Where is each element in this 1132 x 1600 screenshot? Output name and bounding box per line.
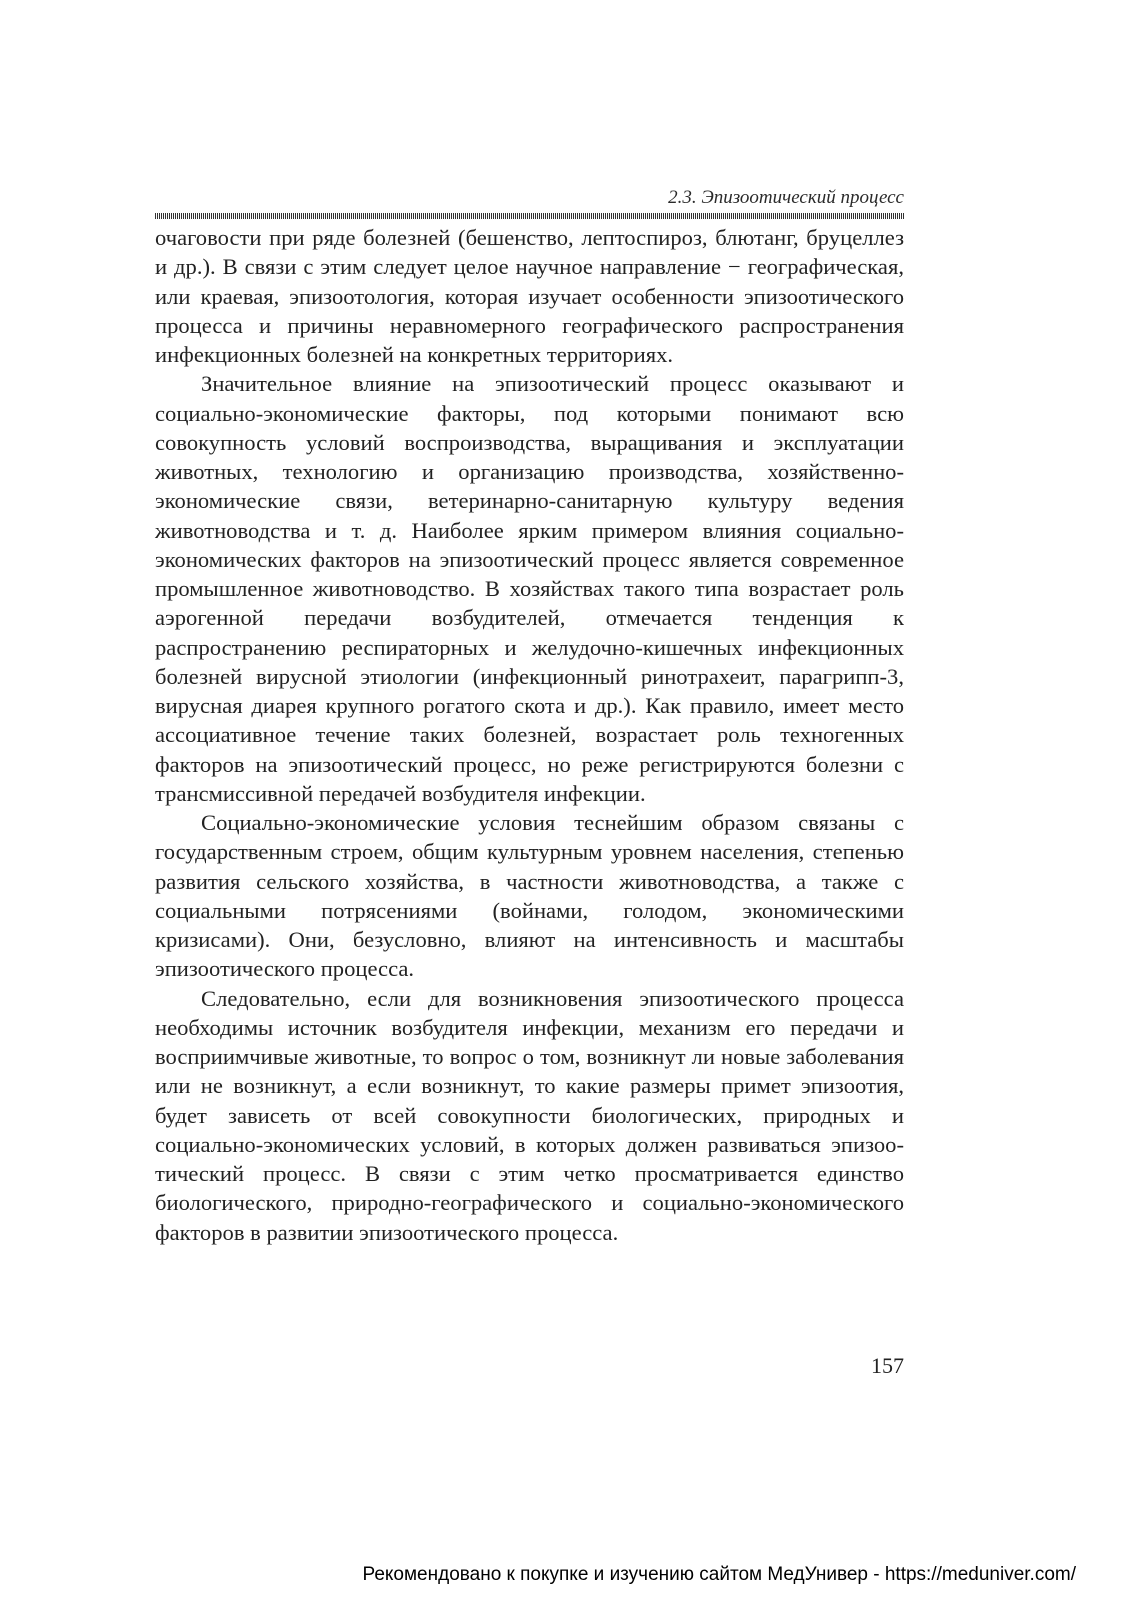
recommendation-footer: Рекомендовано к покупке и изучению сайтом МедУнивер - https://meduniver.com/ — [362, 1564, 1076, 1585]
paragraph-socioeconomic-conditions: Социально-экономические условия теснейшим образом связаны с государственным строем, общим культурным уровнем населения, степенью развития сельского хозяйства, в частности животноводства, а также с социальными потрясениями (войнами, голодом, экономическими кризисами). Они, безусловно, влияют на интенсивность и масштабы эпизоотического процесса. — [155, 810, 904, 982]
paragraph-continuation: очаговости при ряде болезней (бешенство, лептоспироз, блютанг, бруцеллез и др.). В связи с этим следует целое научное направление − географическая, или краевая, эпизоотология, которая изучает особенности эпизоотического процесса и причины неравномерного географического распространения инфекционных болезней на конкретных территориях. — [155, 225, 904, 367]
header-rule — [155, 213, 904, 219]
paragraph-socioeconomic-factors: Значительное влияние на эпизоотический процесс оказывают и социально-экономические факторы, под которыми понимают всю совокупность условий воспроизводства, выращивания и эксплуатации животных, технологию и организацию производства, хозяйственно-экономические связи, ветеринарно-санитарную культуру ведения животноводства и т. д. Наиболее ярким примером влияния социально-экономических факторов на эпизоотический процесс является современное промышленное животноводство. В хозяйствах такого типа возрастает роль аэрогенной передачи возбудителей, отмечается тенденция к распространению респираторных и желудочно-кишечных инфекционных болезней вирусной этиологии (инфекционный ринотрахеит, парагрипп-3, вирусная диарея крупного рогатого скота и др.). Как правило, имеет место ассоциативное течение таких болезней, возрастает роль техногенных факторов на эпизоотический процесс, но реже регистрируются болезни с трансмиссивной передачей возбудителя инфекции. — [155, 371, 904, 806]
paragraph-conclusion: Следовательно, если для возникновения эпизоотического процесса необходимы источник возбудителя инфекции, механизм его передачи и восприимчивые животные, то вопрос о том, возникнут ли новые заболевания или не возникнут, а если возникнут, то какие размеры примет эпизоотия, будет зависеть от всей совокупности биологических, природных и социально-экономических условий, в которых должен развиваться эпизоотический процесс. В связи с этим четко просматривается единство биологического, природно-географического и социально-экономического факторов в развитии эпизоотического процесса. — [155, 985, 904, 1245]
running-title: 2.3. Эпизоотический процесс — [668, 187, 904, 208]
body-text — [155, 223, 904, 1247]
page-number: 157 — [871, 1353, 904, 1378]
